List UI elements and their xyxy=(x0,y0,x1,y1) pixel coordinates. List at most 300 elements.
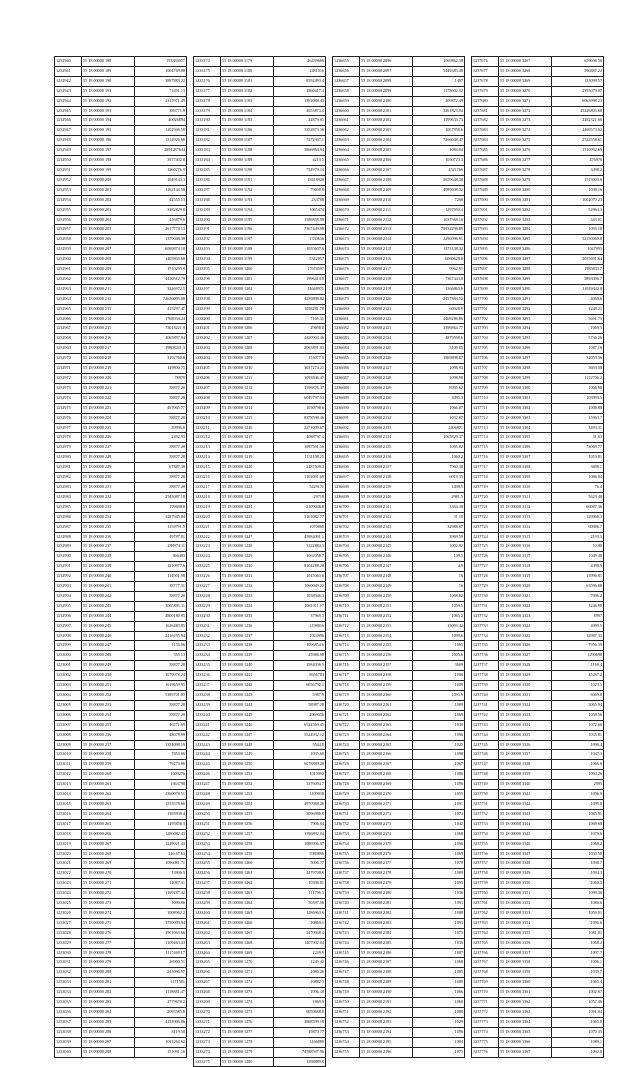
code-cell: 55 18 00000 3328 xyxy=(499,661,552,671)
code-cell: 55 18 00000 3339 xyxy=(499,770,552,780)
row-number-cell: 1236656 xyxy=(333,66,360,76)
amount-cell: 1037368.16 xyxy=(413,215,465,225)
amount-cell: 1096 xyxy=(413,839,465,849)
row-number-cell: 1233196 xyxy=(194,274,221,284)
row-number-cell: 1237712 xyxy=(472,413,499,423)
row-number-cell: 1236665 xyxy=(333,156,360,166)
amount-cell: 1030.58 xyxy=(552,849,604,859)
table-row xyxy=(472,86,604,96)
amount-cell: 1985833.7 xyxy=(552,265,604,275)
row-number-cell: 1236672 xyxy=(333,225,360,235)
table-row xyxy=(55,562,187,572)
amount-cell: 1405803.68 xyxy=(135,255,187,265)
row-number-cell: 1237769 xyxy=(472,978,499,988)
amount-cell: 1025 xyxy=(413,740,465,750)
table-row xyxy=(333,502,465,512)
row-number-cell: 1233030 xyxy=(55,948,82,958)
table-row xyxy=(194,671,326,681)
amount-cell: 7268 xyxy=(413,195,465,205)
row-number-cell: 1236701 xyxy=(333,512,360,522)
amount-cell: 4879598.6 xyxy=(413,334,465,344)
amount-cell: 1006 xyxy=(413,671,465,681)
code-cell: 55 18 00000 1272 xyxy=(221,978,274,988)
row-number-cell: 1233174 xyxy=(194,57,221,67)
row-number-cell: 1237750 xyxy=(472,790,499,800)
table-row xyxy=(55,364,187,374)
amount-cell: 1098.93 xyxy=(413,364,465,374)
amount-cell: 1060.5 xyxy=(552,879,604,889)
code-cell: 55 18 00000 1231 xyxy=(221,572,274,582)
amount-cell: 46571.69 xyxy=(135,720,187,730)
row-number-cell: 1237725 xyxy=(472,542,499,552)
table-row xyxy=(333,621,465,631)
table-row xyxy=(333,314,465,324)
code-cell: 55 18 00000 1220 xyxy=(221,463,274,473)
amount-cell: 1710295.9 xyxy=(135,265,187,275)
code-cell: 55 18 00000 1189 xyxy=(221,156,274,166)
code-cell: 55 18 00000 1250 xyxy=(221,760,274,770)
amount-cell: 3498.2 xyxy=(552,165,604,175)
table-row xyxy=(55,374,187,384)
code-cell: 55 18 00000 216 xyxy=(82,334,135,344)
row-number-cell: 1236664 xyxy=(333,146,360,156)
table-row xyxy=(333,948,465,958)
row-number-cell: 1232962 xyxy=(55,274,82,284)
code-cell: 55 18 00000 1260 xyxy=(221,859,274,869)
table-row xyxy=(55,631,187,641)
row-number-cell: 1237761 xyxy=(472,899,499,909)
amount-cell: 16 xyxy=(413,582,465,592)
amount-cell: 1093 xyxy=(413,918,465,928)
amount-cell: 14648971 xyxy=(274,284,326,294)
row-number-cell: 1236679 xyxy=(333,294,360,304)
code-cell: 55 18 00000 3309 xyxy=(499,473,552,483)
row-number-cell: 1233013 xyxy=(55,780,82,790)
row-number-cell: 1237701 xyxy=(472,304,499,314)
amount-cell: 1407902.04 xyxy=(274,938,326,948)
row-number-cell: 1233262 xyxy=(194,928,221,938)
row-number-cell: 1233194 xyxy=(194,255,221,265)
row-number-cell: 1237688 xyxy=(472,175,499,185)
amount-cell: 1626483.85 xyxy=(135,621,187,631)
table-row xyxy=(55,146,187,156)
code-cell: 55 18 00000 254 xyxy=(82,710,135,720)
code-cell: 55 18 00000 1187 xyxy=(221,136,274,146)
code-cell: 55 18 00000 275 xyxy=(82,918,135,928)
table-row xyxy=(194,750,326,760)
table-row xyxy=(194,770,326,780)
row-number-cell: 1233027 xyxy=(55,918,82,928)
amount-cell: 1109463.43 xyxy=(135,938,187,948)
row-number-cell: 1236673 xyxy=(333,235,360,245)
amount-cell: 3287945.84 xyxy=(135,512,187,522)
row-number-cell: 1233243 xyxy=(194,740,221,750)
code-cell: 55 18 00000 196 xyxy=(82,136,135,146)
amount-cell: 1089 xyxy=(413,700,465,710)
table-row xyxy=(55,710,187,720)
code-cell: 55 18 00000 1271 xyxy=(221,968,274,978)
row-number-cell: 1232999 xyxy=(55,641,82,651)
amount-cell: 1098.7 xyxy=(552,859,604,869)
amount-cell: 1069 xyxy=(413,710,465,720)
table-row xyxy=(194,621,326,631)
row-number-cell: 1233024 xyxy=(55,889,82,899)
row-number-cell: 1233256 xyxy=(194,869,221,879)
code-cell: 55 18 00000 3315 xyxy=(499,532,552,542)
amount-cell: 1099.36 xyxy=(552,889,604,899)
amount-cell: 1095.9 xyxy=(413,691,465,701)
row-number-cell: 1233017 xyxy=(55,819,82,829)
amount-cell: 4989698.32 xyxy=(413,185,465,195)
table-row xyxy=(194,889,326,899)
code-cell: 55 18 00000 274 xyxy=(82,908,135,918)
code-cell: 55 18 00000 3332 xyxy=(499,700,552,710)
amount-cell: 754979.14 xyxy=(274,165,326,175)
table-row xyxy=(472,700,604,710)
amount-cell: 5342057 xyxy=(274,255,326,265)
amount-cell: 1042 xyxy=(413,819,465,829)
amount-cell: 12987.33 xyxy=(552,631,604,641)
amount-cell: 8997 xyxy=(552,611,604,621)
table-row xyxy=(472,928,604,938)
row-number-cell: 1236706 xyxy=(333,562,360,572)
code-cell: 55 18 00000 247 xyxy=(82,641,135,651)
amount-cell: 79273.86 xyxy=(135,760,187,770)
table-row xyxy=(55,908,187,918)
table-row xyxy=(55,572,187,582)
row-number-cell: 1233235 xyxy=(194,661,221,671)
amount-cell: 1096.6 xyxy=(552,918,604,928)
row-number-cell: 1232982 xyxy=(55,473,82,483)
amount-cell: 1019659.95 xyxy=(135,681,187,691)
code-cell: 55 18 00000 1234 xyxy=(221,601,274,611)
code-cell: 55 18 00000 282 xyxy=(82,988,135,998)
code-cell: 55 18 00000 3358 xyxy=(499,958,552,968)
row-number-cell: 1237696 xyxy=(472,255,499,265)
table-row xyxy=(333,86,465,96)
row-number-cell: 1233225 xyxy=(194,562,221,572)
table-row xyxy=(194,126,326,136)
amount-cell: 1869898.87 xyxy=(413,354,465,364)
code-cell: 55 18 00000 3319 xyxy=(499,572,552,582)
table-row xyxy=(333,76,465,86)
code-cell: 55 18 00000 3334 xyxy=(499,720,552,730)
row-number-cell: 1232959 xyxy=(55,245,82,255)
row-number-cell: 1237728 xyxy=(472,572,499,582)
row-number-cell: 1236749 xyxy=(333,988,360,998)
amount-cell: 58877.28 xyxy=(135,700,187,710)
row-number-cell: 1233203 xyxy=(194,344,221,354)
code-cell: 55 18 00000 1226 xyxy=(221,522,274,532)
table-row xyxy=(194,601,326,611)
table-row xyxy=(472,324,604,334)
row-number-cell: 1237760 xyxy=(472,889,499,899)
table-row xyxy=(55,354,187,364)
code-cell: 55 18 00000 3325 xyxy=(499,631,552,641)
row-number-cell: 1237679 xyxy=(472,86,499,96)
table-row xyxy=(194,324,326,334)
table-row xyxy=(333,393,465,403)
row-number-cell: 1232992 xyxy=(55,572,82,582)
table-row xyxy=(55,859,187,869)
amount-cell: 1006.88 xyxy=(552,403,604,413)
table-row xyxy=(55,393,187,403)
row-number-cell: 1233250 xyxy=(194,809,221,819)
row-number-cell: 1236729 xyxy=(333,790,360,800)
code-cell: 55 18 00000 1245 xyxy=(221,710,274,720)
row-number-cell: 1237766 xyxy=(472,948,499,958)
amount-cell: 1089 xyxy=(413,869,465,879)
amount-cell: 3182829.8 xyxy=(135,205,187,215)
row-number-cell: 1233242 xyxy=(194,730,221,740)
code-cell: 55 18 00000 2186 xyxy=(360,948,413,958)
table-row xyxy=(472,829,604,839)
code-cell: 55 18 00000 3302 xyxy=(499,403,552,413)
code-cell: 55 18 00000 2191 xyxy=(360,998,413,1008)
amount-cell: 1093 xyxy=(413,899,465,909)
table-row xyxy=(55,651,187,661)
row-number-cell: 1237734 xyxy=(472,631,499,641)
code-cell: 55 18 00000 2124 xyxy=(360,334,413,344)
table-row xyxy=(472,859,604,869)
code-cell: 55 18 00000 1267 xyxy=(221,928,274,938)
code-cell: 55 18 00000 3285 xyxy=(499,235,552,245)
row-number-cell: 1232998 xyxy=(55,631,82,641)
code-cell: 55 18 00000 205 xyxy=(82,225,135,235)
row-number-cell: 1233186 xyxy=(194,175,221,185)
table-row xyxy=(472,611,604,621)
row-number-cell: 1236682 xyxy=(333,324,360,334)
row-number-cell: 1237699 xyxy=(472,284,499,294)
code-cell: 55 18 00000 3283 xyxy=(499,215,552,225)
row-number-cell: 1237690 xyxy=(472,195,499,205)
code-cell: 55 18 00000 3361 xyxy=(499,988,552,998)
amount-cell: 1070 xyxy=(413,859,465,869)
code-cell: 55 18 00000 245 xyxy=(82,621,135,631)
row-number-cell: 1233244 xyxy=(194,750,221,760)
code-cell: 55 18 00000 1204 xyxy=(221,304,274,314)
table-row xyxy=(472,502,604,512)
row-number-cell: 1233193 xyxy=(194,245,221,255)
table-row xyxy=(55,661,187,671)
row-number-cell: 1233001 xyxy=(55,661,82,671)
table-row xyxy=(194,76,326,86)
table-row xyxy=(472,809,604,819)
table-row xyxy=(55,730,187,740)
amount-cell: 18418928 xyxy=(274,175,326,185)
table-row xyxy=(55,849,187,859)
table-row xyxy=(194,968,326,978)
amount-cell: 2492.93 xyxy=(135,433,187,443)
code-cell: 55 18 00000 3287 xyxy=(499,255,552,265)
amount-cell: 1089 xyxy=(413,978,465,988)
code-cell: 55 18 00000 259 xyxy=(82,760,135,770)
row-number-cell: 1232977 xyxy=(55,423,82,433)
table-row xyxy=(333,255,465,265)
row-number-cell: 1236692 xyxy=(333,423,360,433)
table-row xyxy=(55,770,187,780)
row-number-cell: 1237731 xyxy=(472,601,499,611)
amount-cell: 2271099.67 xyxy=(274,423,326,433)
row-number-cell: 1237772 xyxy=(472,1008,499,1018)
amount-cell: 22879.01 xyxy=(274,116,326,126)
row-number-cell: 1233207 xyxy=(194,383,221,393)
code-cell: 55 18 00000 228 xyxy=(82,453,135,463)
row-number-cell: 1236700 xyxy=(333,502,360,512)
row-number-cell: 1233183 xyxy=(194,146,221,156)
code-cell: 55 18 00000 2193 xyxy=(360,1017,413,1027)
row-number-cell: 1236683 xyxy=(333,334,360,344)
code-cell: 55 18 00000 262 xyxy=(82,790,135,800)
table-row xyxy=(194,96,326,106)
amount-cell: 1088 xyxy=(413,908,465,918)
amount-cell: 1086.04 xyxy=(552,473,604,483)
code-cell: 55 18 00000 3320 xyxy=(499,582,552,592)
row-number-cell: 1236751 xyxy=(333,1008,360,1018)
amount-cell: 1081.81 xyxy=(552,928,604,938)
code-cell: 55 18 00000 1277 xyxy=(221,1027,274,1037)
table-row xyxy=(472,938,604,948)
table-row xyxy=(55,235,187,245)
code-cell: 55 18 00000 1190 xyxy=(221,165,274,175)
table-row xyxy=(55,274,187,284)
table-row xyxy=(194,512,326,522)
table-row xyxy=(55,790,187,800)
table-row xyxy=(472,958,604,968)
table-row xyxy=(55,344,187,354)
row-number-cell: 1232952 xyxy=(55,175,82,185)
table-row xyxy=(333,958,465,968)
amount-cell: 1075 xyxy=(413,1047,465,1057)
code-cell: 55 18 00000 2155 xyxy=(360,641,413,651)
table-row xyxy=(55,136,187,146)
row-number-cell: 1233018 xyxy=(55,829,82,839)
code-cell: 55 18 00000 3317 xyxy=(499,552,552,562)
code-cell: 55 18 00000 2153 xyxy=(360,621,413,631)
code-cell: 55 18 00000 288 xyxy=(82,1047,135,1057)
code-cell: 55 18 00000 212 xyxy=(82,294,135,304)
amount-cell: 1169287.42 xyxy=(135,889,187,899)
code-cell: 55 18 00000 2180 xyxy=(360,889,413,899)
table-row xyxy=(333,809,465,819)
code-cell: 55 18 00000 2185 xyxy=(360,938,413,948)
row-number-cell: 1233220 xyxy=(194,512,221,522)
code-cell: 55 18 00000 2112 xyxy=(360,215,413,225)
table-row xyxy=(333,344,465,354)
row-number-cell: 1237685 xyxy=(472,146,499,156)
amount-cell: 13906.3 xyxy=(135,869,187,879)
row-number-cell: 1237742 xyxy=(472,710,499,720)
table-row xyxy=(472,96,604,106)
amount-cell: 1068 xyxy=(413,958,465,968)
row-number-cell: 1233198 xyxy=(194,294,221,304)
row-number-cell: 1233022 xyxy=(55,869,82,879)
code-cell: 55 18 00000 2114 xyxy=(360,235,413,245)
code-cell: 55 18 00000 237 xyxy=(82,542,135,552)
amount-cell: 5429171 xyxy=(274,482,326,492)
row-number-cell: 1233237 xyxy=(194,681,221,691)
row-number-cell: 1233004 xyxy=(55,691,82,701)
table-row xyxy=(472,374,604,384)
code-cell: 55 18 00000 3305 xyxy=(499,433,552,443)
code-cell: 55 18 00000 192 xyxy=(82,96,135,106)
amount-cell: 6060628.8 xyxy=(413,255,465,265)
code-cell: 55 18 00000 3273 xyxy=(499,116,552,126)
amount-cell: 5449383.48 xyxy=(413,66,465,76)
row-number-cell: 1237715 xyxy=(472,443,499,453)
amount-cell: 1050798.6 xyxy=(274,403,326,413)
code-cell: 55 18 00000 3295 xyxy=(499,334,552,344)
table-row xyxy=(194,502,326,512)
amount-cell: 1009 xyxy=(413,681,465,691)
amount-cell: 1398889.8 xyxy=(274,1057,326,1067)
table-row xyxy=(333,136,465,146)
table-row xyxy=(472,582,604,592)
amount-cell: 1094.3 xyxy=(552,869,604,879)
row-number-cell: 1236667 xyxy=(333,175,360,185)
amount-cell: 4479708.6 xyxy=(274,869,326,879)
table-row xyxy=(333,215,465,225)
row-number-cell: 1233002 xyxy=(55,671,82,681)
code-cell: 55 18 00000 256 xyxy=(82,730,135,740)
table-row xyxy=(333,532,465,542)
table-row xyxy=(55,740,187,750)
table-row xyxy=(333,641,465,651)
row-number-cell: 1237677 xyxy=(472,66,499,76)
row-number-cell: 1236705 xyxy=(333,552,360,562)
code-cell: 55 18 00000 189 xyxy=(82,66,135,76)
row-number-cell: 1233038 xyxy=(55,1027,82,1037)
row-number-cell: 1236669 xyxy=(333,195,360,205)
amount-cell: 4970988.26 xyxy=(274,799,326,809)
table-row xyxy=(472,156,604,166)
amount-cell: 1068 xyxy=(413,829,465,839)
row-number-cell: 1237693 xyxy=(472,225,499,235)
code-cell: 55 18 00000 3321 xyxy=(499,591,552,601)
row-number-cell: 1237707 xyxy=(472,364,499,374)
amount-cell: 2395079.07 xyxy=(552,86,604,96)
table-row xyxy=(55,324,187,334)
row-number-cell: 1233178 xyxy=(194,96,221,106)
code-cell: 55 18 00000 249 xyxy=(82,661,135,671)
code-cell: 55 18 00000 1268 xyxy=(221,938,274,948)
code-cell: 55 18 00000 203 xyxy=(82,205,135,215)
amount-cell: 5544.8 xyxy=(274,740,326,750)
table-row xyxy=(472,423,604,433)
code-cell: 55 18 00000 1193 xyxy=(221,195,274,205)
table-row xyxy=(194,274,326,284)
amount-cell: 1169.4 xyxy=(552,661,604,671)
code-cell: 55 18 00000 1224 xyxy=(221,502,274,512)
code-cell: 55 18 00000 1196 xyxy=(221,225,274,235)
amount-cell: 1075 xyxy=(413,928,465,938)
code-cell: 55 18 00000 2142 xyxy=(360,512,413,522)
code-cell: 55 18 00000 233 xyxy=(82,502,135,512)
amount-cell: 1070.35 xyxy=(552,1027,604,1037)
row-number-cell: 1236657 xyxy=(333,76,360,86)
row-number-cell: 1233187 xyxy=(194,185,221,195)
table-row xyxy=(472,631,604,641)
table-row xyxy=(472,383,604,393)
row-number-cell: 1237755 xyxy=(472,839,499,849)
table-row xyxy=(333,968,465,978)
amount-cell: 40026894 xyxy=(135,116,187,126)
code-cell: 55 18 00000 1279 xyxy=(221,1047,274,1057)
row-number-cell: 1233212 xyxy=(194,433,221,443)
row-number-cell: 1233219 xyxy=(194,502,221,512)
code-cell: 55 18 00000 269 xyxy=(82,859,135,869)
row-number-cell: 1233228 xyxy=(194,591,221,601)
